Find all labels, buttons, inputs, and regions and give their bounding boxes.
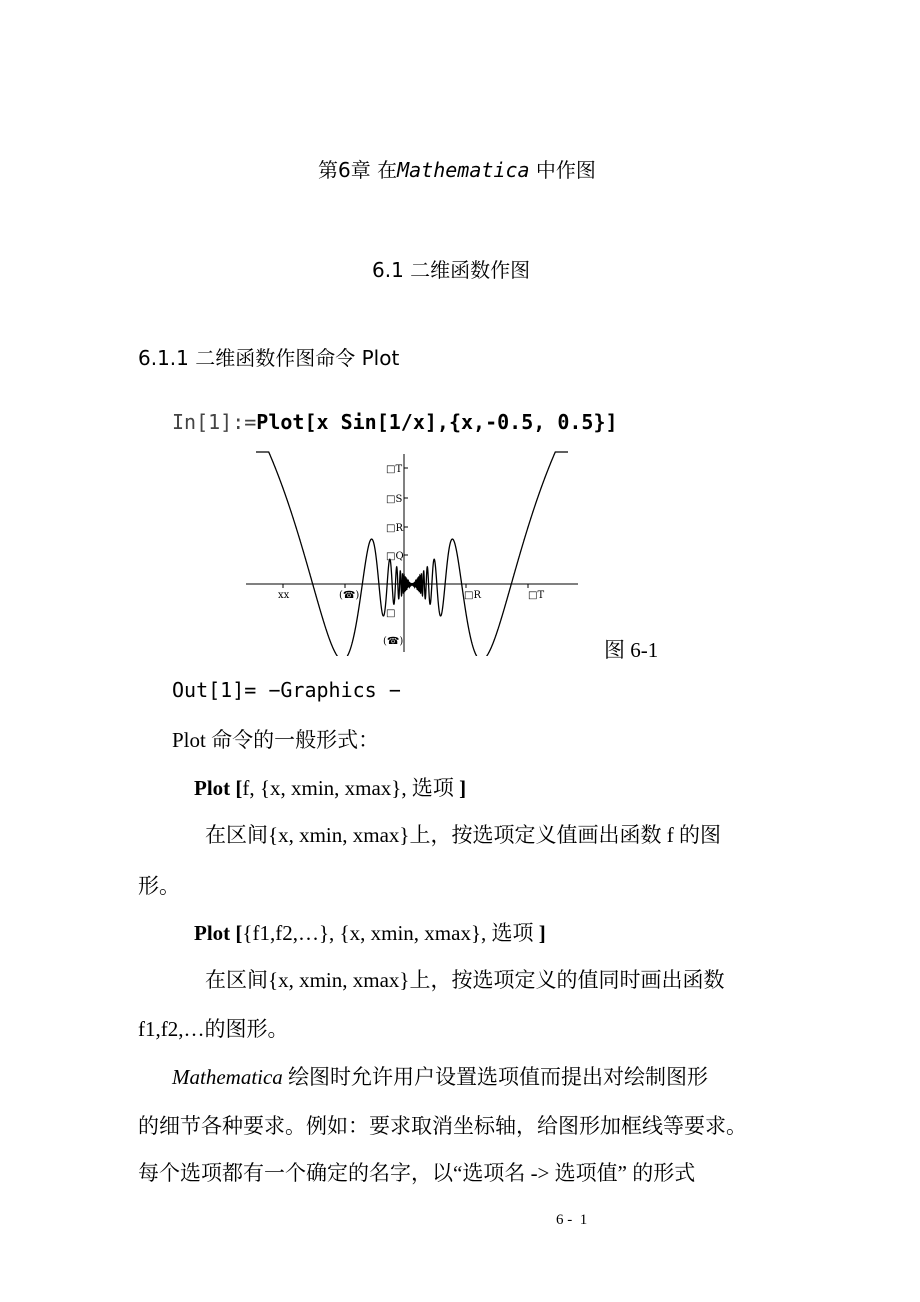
chapter-title-prefix: 第6章 在: [318, 158, 398, 182]
desc-2-line-2: f1,f2,…的图形。: [138, 1017, 289, 1041]
desc-2-line-1: 在区间{x, xmin, xmax}上，按选项定义的值同时画出函数: [205, 968, 725, 992]
form-1-prefix: Plot [: [194, 776, 243, 800]
form-1-args: f, {x, xmin, xmax}, 选项: [242, 776, 460, 800]
general-form-label: Plot 命令的一般形式：: [172, 728, 380, 752]
form-1-suffix: ]: [459, 776, 467, 800]
figure-caption: 图 6-1: [604, 638, 659, 662]
x-tick-label: □T: [528, 590, 545, 601]
y-tick-label: □S: [386, 494, 403, 505]
form-1: [194, 772, 466, 802]
figure-plot: [240, 448, 585, 656]
section-title: 6.1 二维函数作图: [372, 258, 531, 282]
paragraph-italic: Mathematica: [172, 1065, 283, 1089]
form-2-args: {f1,f2,…}, {x, xmin, xmax}, 选项: [242, 921, 539, 945]
y-tick-label: (☎): [383, 636, 404, 647]
x-tick-label: (☎): [339, 590, 360, 601]
input-prompt: In[1]:=: [172, 410, 257, 434]
input-line: [172, 410, 618, 434]
desc-1-line-2: 形。: [138, 874, 180, 898]
paragraph-line-2: 的细节各种要求。例如：要求取消坐标轴，给图形加框线等要求。: [138, 1114, 747, 1138]
paragraph-line-1-rest: 绘图时允许用户设置选项值而提出对绘制图形: [282, 1065, 709, 1089]
page-number: 6 - 1: [556, 1212, 588, 1228]
chapter-title-suffix: 中作图: [529, 158, 596, 182]
paragraph-line-1: [172, 1061, 708, 1091]
y-tick-label: □Q: [386, 551, 404, 562]
paragraph-line-3: 每个选项都有一个确定的名字，以“选项名 -> 选项值” 的形式: [138, 1161, 696, 1185]
y-tick-label: □T: [386, 464, 403, 475]
form-2: [194, 917, 546, 947]
input-command: Plot[x Sin[1/x],{x,-0.5, 0.5}]: [256, 410, 618, 434]
y-tick-label: □R: [386, 523, 403, 534]
y-tick-label: □: [386, 608, 396, 619]
plot-curve: [256, 452, 568, 656]
x-tick-label: □R: [464, 590, 481, 601]
chapter-title-italic: Mathematica: [397, 158, 530, 182]
chapter-title: [318, 154, 596, 183]
y-axis-ticks: [404, 468, 408, 555]
desc-1-line-1: 在区间{x, xmin, xmax}上，按选项定义值画出函数 f 的图: [205, 823, 721, 847]
x-tick-label: ⅹⅹ: [278, 590, 290, 601]
form-2-suffix: ]: [538, 921, 546, 945]
output-line: Out[1]= −Graphics −: [172, 678, 401, 702]
form-2-prefix: Plot [: [194, 921, 243, 945]
subsection-title: 6.1.1 二维函数作图命令 Plot: [138, 346, 400, 370]
